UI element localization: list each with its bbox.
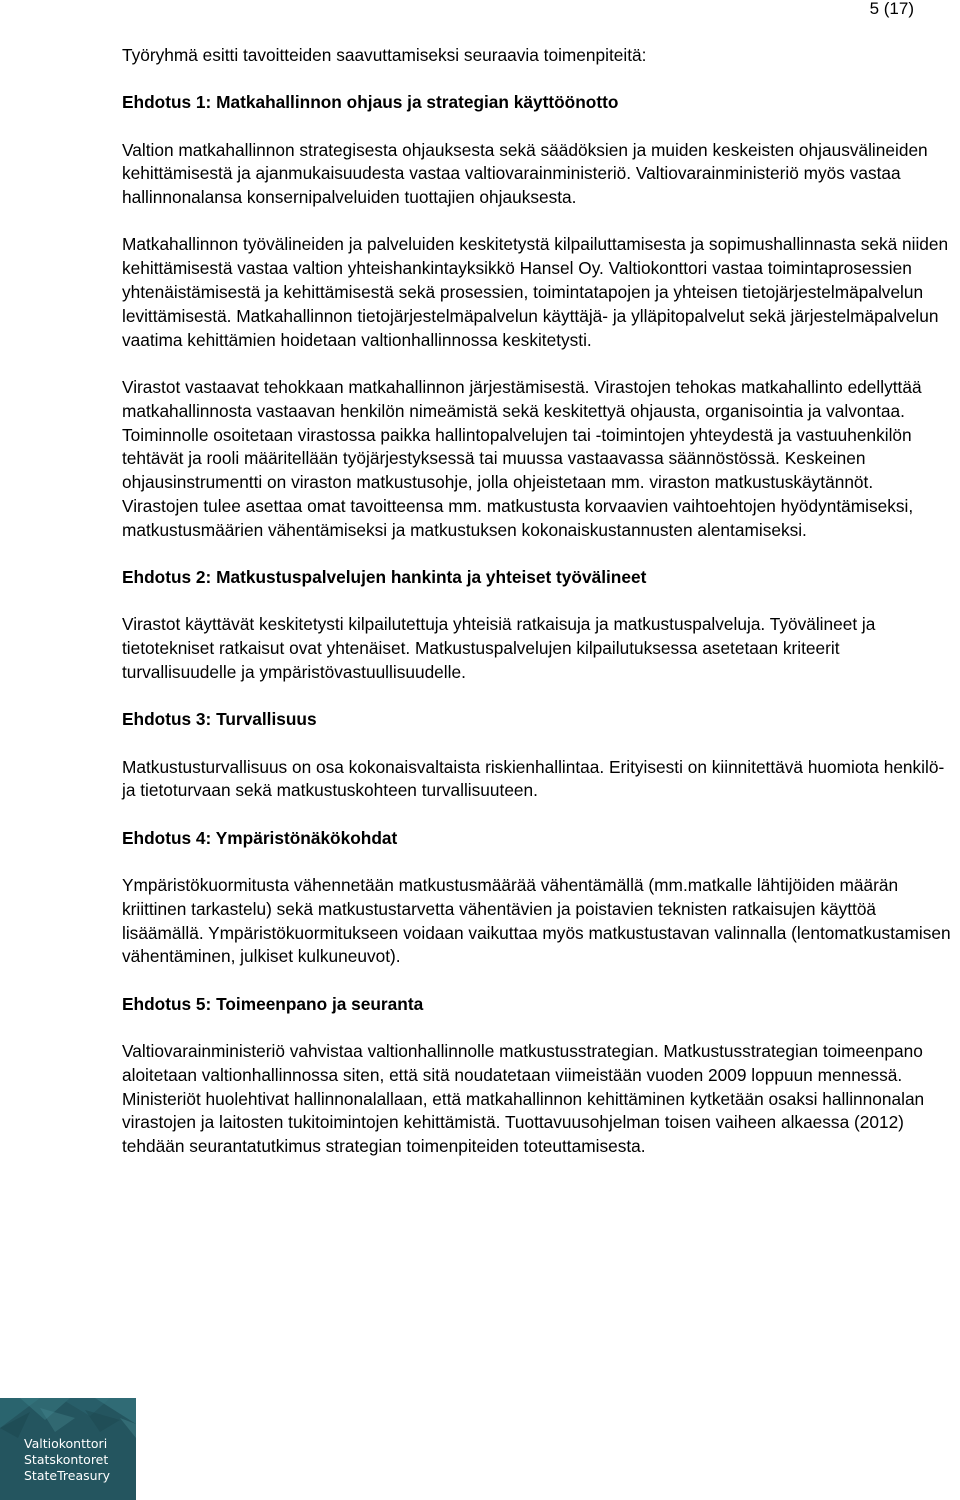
valtiokonttori-logo [0, 1398, 136, 1500]
section-1-paragraph-2: Matkahallinnon työvälineiden ja palveluiden keskitetystä kilpailuttamisesta ja sopimushallinnasta sekä niiden kehittämisestä vastaa valtion yhteishankintayksikkö Hansel Oy. Valtiokonttori vastaa toimintaprosessien yhtenäistämisestä ja kehittämisestä sekä prosessien, toimintatapojen ja yhteisen tietojärjestelmäpalvelun levittämisestä. Matkahallinnon tietojärjestelmäpalvelun käyttäjä- ja ylläpitopalvelut sekä järjestelmäpalvelun vaatima kehittämien hoidetaan valtionhallinnossa keskitetysti. [122, 234, 949, 350]
section-2-paragraph-1: Virastot käyttävät keskitetysti kilpailutettuja yhteisiä ratkaisuja ja matkustuspalveluja. Työvälineet ja tietotekniset ratkaisut ovat yhtenäiset. Matkustuspalvelujen kilpailutuksessa asetetaan kriteerit turvallisuudelle ja ympäristövastuullisuudelle. [122, 614, 876, 682]
intro-text: Työryhmä esitti tavoitteiden saavuttamiseksi seuraavia toimenpiteitä: [122, 45, 647, 65]
section-3-paragraph-1: Matkustusturvallisuus on osa kokonaisvaltaista riskienhallintaa. Erityisesti on kiinnitettävä huomiota henkilö- ja tietoturvaan sekä matkustuskohteen turvallisuuteen. [122, 756, 945, 801]
section-1-paragraph-1: Valtion matkahallinnon strategisesta ohjauksesta sekä säädöksien ja muiden keskeisten ohjausvälineiden kehittämisestä ja ajanmukaisuudesta vastaa valtiovarainministeriö. Valtiovarainministeriö myös vastaa hallinnonalansa konsernipalveluiden tuottajien ohjauksesta. [122, 139, 928, 208]
logo-text-line-1: Valtiokonttori [24, 1436, 108, 1451]
section-4-paragraph-1: Ympäristökuormitusta vähennetään matkustusmäärää vähentämällä (mm.matkalle lähtijöiden määrän kriittinen tarkastelu) sekä matkustustarvetta vähentävien ja poistavien teknisten ratkaisujen käyttöä lisäämällä. Ympäristökuormitukseen voidaan vaikuttaa myös matkustustavan valinnalla (lentomatkustamisen vähentäminen, julkiset kulkuneuvot). [122, 874, 951, 967]
page-number: 5 (17) [869, 0, 914, 18]
section-1-paragraph-3: Virastot vastaavat tehokkaan matkahallinnon järjestämisestä. Virastojen tehokas matkahallinto edellyttää matkahallinnosta vastaavan henkilön nimeämistä sekä keskitettyä ohjausta, organisointia ja valvontaa. Toiminnolle osoitetaan virastossa paikka hallintopalvelujen tai -toimintojen yhteydestä ja vastuuhenkilön tehtävät ja rooli määritellään työjärjestyksessä tai muussa vastaavassa säännöstössä. Keskeinen ohjausinstrumentti on viraston matkustusohje, jolla ohjeistetaan mm. viraston matkustuskäytännöt. Virastojen tulee asettaa omat tavoitteensa mm. matkustusta korvaavien vaihtoehtojen hyödyntämiseksi, matkustusmäärien vähentämiseksi ja matkustuksen kokonaiskustannusten alentamiseksi. [122, 376, 922, 540]
section-heading-4: Ehdotus 4: Ympäristönäkökohdat [122, 827, 398, 848]
document-body [122, 44, 952, 1182]
logo-text-line-3: StateTreasury [24, 1468, 111, 1483]
logo-text-line-2: Statskontoret [24, 1452, 109, 1467]
section-heading-2: Ehdotus 2: Matkustuspalvelujen hankinta ja yhteiset työvälineet [122, 567, 647, 588]
section-5-paragraph-1: Valtiovarainministeriö vahvistaa valtionhallinnolle matkustusstrategian. Matkustusstrategian toimeenpano aloitetaan valtionhallinnossa siten, että sitä noudatetaan viimeistään vuoden 2009 loppuun mennessä. Ministeriöt huolehtivat hallinnonalallaan, että matkahallinnon kehittäminen kytketään osaksi hallinnonalan virastojen ja laitosten tukitoimintojen kehittämistä. Tuottavuusohjelman toisen vaiheen alkaessa (2012) tehdään seurantatutkimus strategian toimenpiteiden toteuttamisesta. [122, 1040, 925, 1157]
section-heading-3: Ehdotus 3: Turvallisuus [122, 709, 317, 730]
section-heading-5: Ehdotus 5: Toimeenpano ja seuranta [122, 993, 424, 1014]
section-heading-1: Ehdotus 1: Matkahallinnon ohjaus ja strategian käyttöönotto [122, 92, 619, 113]
